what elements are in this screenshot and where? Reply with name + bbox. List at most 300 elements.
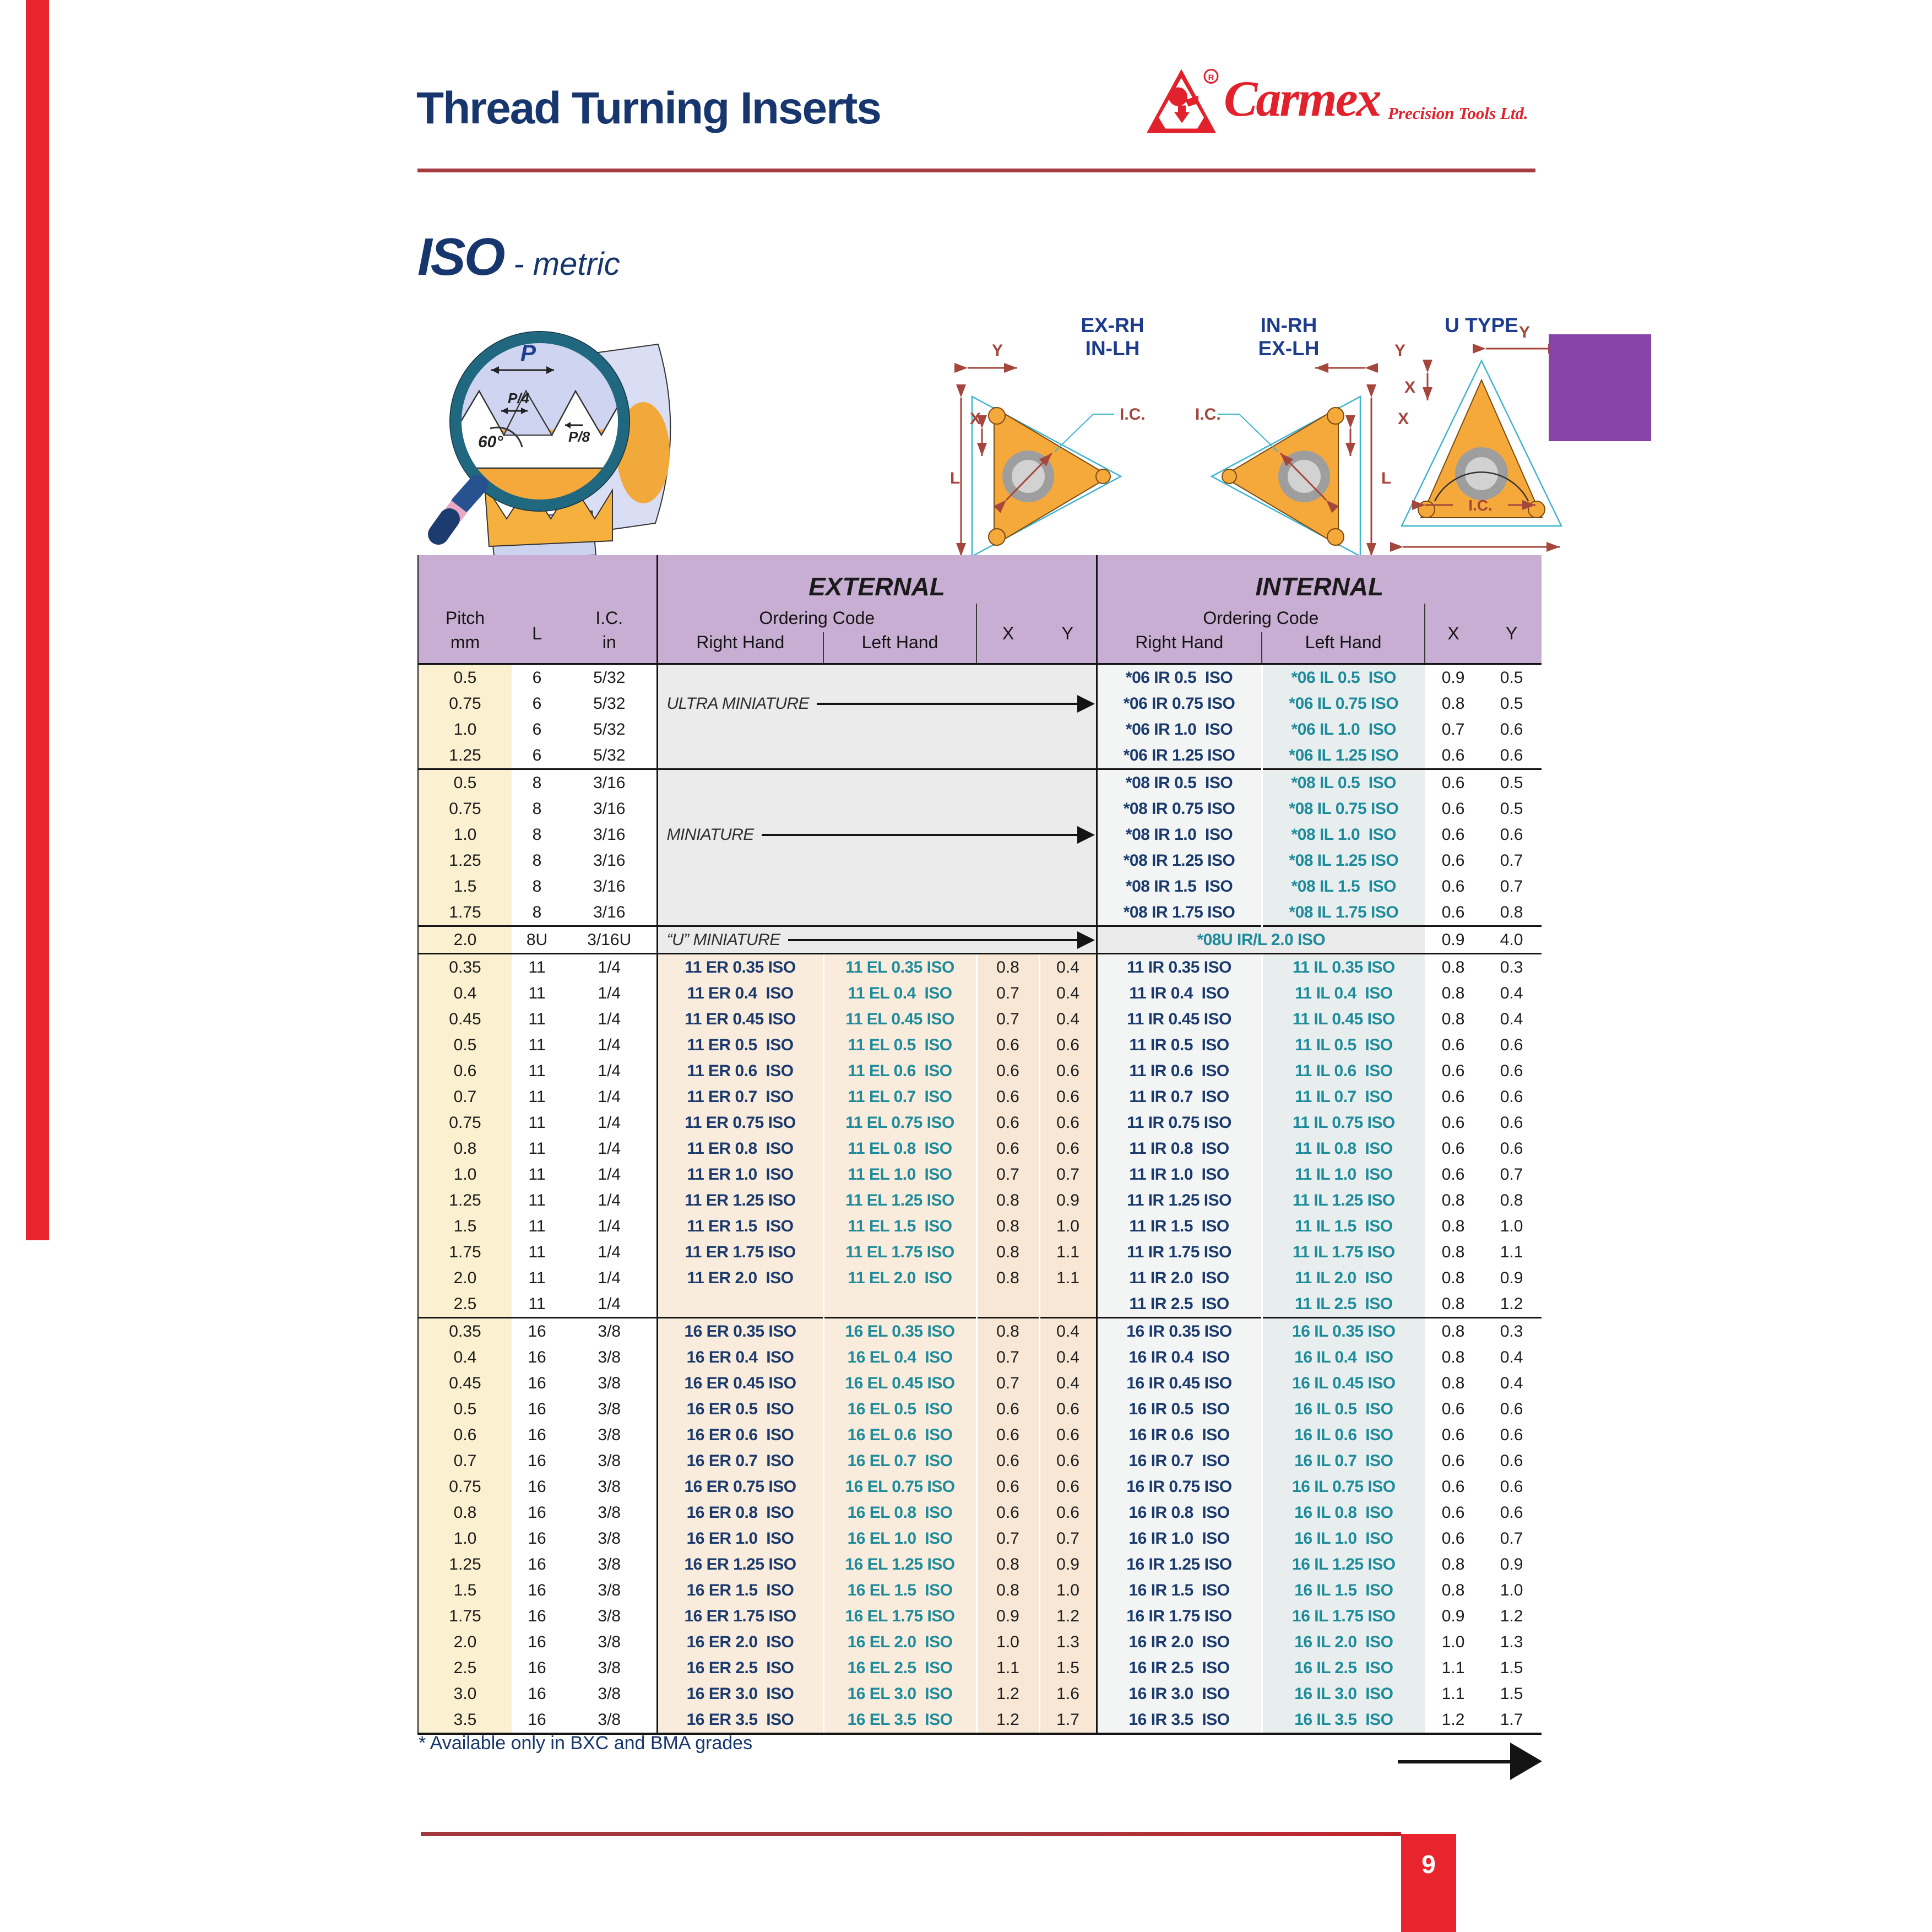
ic-cell: 3/8	[598, 1685, 621, 1703]
int-y-value: 0.6	[1500, 826, 1523, 844]
ext-lh-code: 11 EL 0.4 ISO	[823, 980, 976, 1006]
insert-table	[417, 555, 1542, 1735]
ic-cell: 1/4	[598, 1243, 621, 1261]
table-row	[418, 1239, 1542, 1265]
pitch-cell: 1.25	[418, 1551, 512, 1577]
ext-x-value: 0.6	[976, 1136, 1039, 1162]
table-row	[418, 742, 1542, 769]
ext-lh-code: 11 EL 0.75 ISO	[823, 1110, 976, 1136]
table-row	[418, 822, 1542, 848]
pitch-cell: 1.25	[418, 848, 512, 873]
l-cell: 11	[528, 1062, 546, 1080]
int-lh-code: 11 IL 0.35 ISO	[1262, 954, 1425, 981]
ext-rh-code: 16 ER 0.8 ISO	[657, 1500, 823, 1526]
ext-y-value: 1.1	[1039, 1239, 1097, 1265]
table-row	[418, 1032, 1542, 1058]
ext-rh-code: 11 ER 1.25 ISO	[657, 1187, 823, 1213]
table-row	[418, 1655, 1542, 1681]
ext-lh-code	[823, 1291, 976, 1318]
int-rh-code: *08 IR 0.5 ISO	[1097, 769, 1262, 796]
int-lh-code: 11 IL 1.25 ISO	[1262, 1187, 1425, 1213]
table-row	[418, 1136, 1542, 1162]
pitch-cell: 1.0	[418, 1526, 512, 1551]
pitch-cell: 0.35	[418, 1318, 512, 1345]
int-x-value: 0.6	[1441, 903, 1465, 921]
int-y-value: 0.8	[1500, 903, 1523, 921]
ext-x-value: 0.7	[976, 1006, 1039, 1032]
l-cell: 16	[512, 1318, 562, 1345]
int-x-value: 0.6	[1441, 1139, 1465, 1158]
ext-rh-code: 16 ER 1.25 ISO	[657, 1551, 823, 1577]
int-x-value: 0.8	[1441, 1348, 1465, 1366]
int-y-value: 0.6	[1500, 1062, 1523, 1080]
pitch-cell: 1.0	[418, 822, 512, 848]
ext-y-value: 1.1	[1039, 1265, 1097, 1291]
ext-x-value: 0.8	[976, 1577, 1039, 1603]
int-rh-code: 11 IR 0.75 ISO	[1097, 1110, 1262, 1136]
ext-rh-code: 16 ER 3.0 ISO	[657, 1681, 823, 1707]
ext-section-label-cell	[657, 769, 1097, 796]
table-row	[418, 1291, 1542, 1318]
l-cell: 11	[528, 1243, 546, 1261]
ic-cell: 3/8	[598, 1504, 621, 1522]
ext-lh-code: 11 EL 1.75 ISO	[823, 1239, 976, 1265]
pitch-cell: 0.8	[418, 1500, 512, 1526]
ext-y-value: 1.0	[1039, 1213, 1097, 1239]
pitch-cell: 3.0	[418, 1681, 512, 1707]
ext-y-value: 0.6	[1039, 1448, 1097, 1474]
int-rh-code: 16 IR 0.6 ISO	[1097, 1422, 1262, 1448]
l-cell: 6	[532, 720, 542, 739]
pitch-cell: 0.35	[418, 954, 512, 981]
ext-section-label-cell	[657, 848, 1097, 873]
int-rh-code: 16 IR 0.5 ISO	[1097, 1396, 1262, 1422]
int-lh-code: *06 IL 0.75 ISO	[1262, 691, 1425, 717]
int-x-value: 0.9	[1425, 926, 1481, 954]
ext-y-value: 0.6	[1039, 1032, 1097, 1058]
ext-y-value: 1.7	[1039, 1707, 1097, 1734]
ic-cell: 1/4	[598, 1295, 621, 1313]
ext-rh-code: 11 ER 2.0 ISO	[657, 1265, 823, 1291]
ext-y-value: 0.4	[1039, 1318, 1097, 1345]
int-lh-code: 11 IL 0.7 ISO	[1262, 1084, 1425, 1110]
col-header-ext-ordering: Ordering Code	[657, 604, 976, 632]
int-x-value: 0.6	[1441, 1452, 1465, 1470]
ic-cell: 1/4	[598, 1269, 621, 1287]
int-y-value: 0.7	[1500, 851, 1523, 870]
int-x-value: 0.8	[1441, 694, 1465, 713]
int-y-value: 0.3	[1481, 1318, 1542, 1345]
ext-x-value: 0.6	[976, 1058, 1039, 1084]
l-cell: 16	[528, 1400, 546, 1418]
int-x-value: 0.6	[1441, 800, 1465, 818]
page-number: 9	[1401, 1834, 1456, 1932]
int-rh-code: *06 IR 0.75 ISO	[1097, 691, 1262, 717]
ext-x-value: 0.7	[976, 1162, 1039, 1187]
pitch-cell: 2.0	[418, 1629, 512, 1655]
l-cell: 11	[528, 1036, 546, 1054]
table-row	[418, 1707, 1542, 1734]
l-cell: 11	[528, 1217, 546, 1235]
int-y-value: 0.6	[1500, 1114, 1523, 1132]
l-cell: 16	[528, 1555, 546, 1573]
int-y-value: 0.8	[1500, 1191, 1523, 1209]
ic-cell: 3/16U	[562, 926, 657, 954]
ext-y-value: 0.9	[1039, 1551, 1097, 1577]
ext-section-label-cell	[657, 664, 1097, 691]
ext-section-label-cell	[657, 796, 1097, 822]
label-arrow-icon	[788, 939, 1077, 941]
int-x-value: 0.9	[1425, 664, 1481, 691]
int-rh-code: 11 IR 1.25 ISO	[1097, 1187, 1262, 1213]
col-header-internal: INTERNAL	[1097, 555, 1542, 604]
col-header-ext-x: X	[976, 604, 1039, 664]
int-y-value: 0.5	[1481, 769, 1542, 796]
int-rh-code: 11 IR 1.75 ISO	[1097, 1239, 1262, 1265]
int-lh-code: 16 IL 0.45 ISO	[1262, 1370, 1425, 1396]
int-x-value: 1.1	[1441, 1659, 1465, 1677]
l-cell: 11	[528, 1269, 546, 1287]
ext-y-value: 0.6	[1039, 1084, 1097, 1110]
chapter-tab	[1549, 334, 1651, 441]
col-header-external: EXTERNAL	[657, 555, 1097, 604]
table-row	[418, 796, 1542, 822]
l-cell: 8	[512, 769, 562, 796]
int-y-value: 0.4	[1500, 1010, 1523, 1028]
table-row	[418, 1006, 1542, 1032]
ic-cell: 1/4	[598, 1114, 621, 1132]
table-row	[418, 899, 1542, 926]
ext-rh-code: 16 ER 2.0 ISO	[657, 1629, 823, 1655]
svg-text:X: X	[1404, 378, 1416, 397]
brand-suffix: Precision Tools Ltd.	[1388, 104, 1528, 123]
ext-x-value: 0.6	[976, 1500, 1039, 1526]
int-lh-code: 16 IL 0.35 ISO	[1262, 1318, 1425, 1345]
pitch-cell: 0.8	[418, 1136, 512, 1162]
pitch-cell: 2.0	[418, 1265, 512, 1291]
ext-rh-code: 16 ER 0.6 ISO	[657, 1422, 823, 1448]
label-arrow-icon	[762, 834, 1077, 836]
ic-cell: 5/32	[593, 746, 626, 764]
l-cell: 16	[528, 1633, 546, 1651]
table-row	[418, 1551, 1542, 1577]
int-lh-code: 11 IL 1.75 ISO	[1262, 1239, 1425, 1265]
int-lh-code: 16 IL 1.75 ISO	[1262, 1603, 1425, 1629]
pitch-cell: 3.5	[418, 1707, 512, 1734]
int-y-value: 1.5	[1500, 1659, 1523, 1677]
ext-rh-code: 11 ER 0.45 ISO	[657, 1006, 823, 1032]
pitch-cell: 0.75	[418, 1110, 512, 1136]
svg-text:X: X	[1398, 410, 1409, 428]
int-lh-code: 16 IL 1.0 ISO	[1262, 1526, 1425, 1551]
insert-dimension-diagrams	[925, 306, 1581, 559]
section-heading	[417, 227, 620, 287]
table-row	[418, 1526, 1542, 1551]
l-cell: 8	[532, 851, 542, 870]
ext-x-value: 1.1	[976, 1655, 1039, 1681]
pitch-cell: 1.0	[418, 717, 512, 742]
int-y-value: 1.5	[1500, 1685, 1523, 1703]
ext-y-value: 0.6	[1039, 1500, 1097, 1526]
int-x-value: 0.6	[1441, 1165, 1465, 1184]
int-lh-code: 16 IL 1.25 ISO	[1262, 1551, 1425, 1577]
l-cell: 6	[532, 746, 542, 764]
int-y-value: 0.4	[1500, 984, 1523, 1002]
int-y-value: 0.4	[1500, 1374, 1523, 1392]
int-x-value: 0.8	[1441, 1374, 1465, 1392]
ext-rh-code: 16 ER 0.5 ISO	[657, 1396, 823, 1422]
svg-text:60°: 60°	[478, 433, 503, 451]
int-rh-code: *08 IR 1.0 ISO	[1097, 822, 1262, 848]
table-row	[418, 926, 1542, 954]
ic-cell: 3/8	[598, 1529, 621, 1548]
int-lh-code: 16 IL 3.0 ISO	[1262, 1681, 1425, 1707]
ext-y-value: 0.6	[1039, 1058, 1097, 1084]
ext-section-label-cell	[657, 717, 1097, 742]
ext-lh-code: 16 EL 1.5 ISO	[823, 1577, 976, 1603]
table-row	[418, 1603, 1542, 1629]
int-rh-code: 16 IR 1.75 ISO	[1097, 1603, 1262, 1629]
int-x-value: 0.8	[1441, 1010, 1465, 1028]
title-underline	[417, 169, 1535, 172]
l-cell: 16	[528, 1529, 546, 1548]
ext-rh-code: 16 ER 0.4 ISO	[657, 1344, 823, 1370]
ext-x-value: 0.8	[976, 954, 1039, 981]
int-y-value: 0.6	[1500, 1088, 1523, 1106]
svg-text:P/8: P/8	[568, 428, 590, 445]
col-header-ext-right: Right Hand	[657, 632, 823, 664]
ext-lh-code: 16 EL 0.75 ISO	[823, 1474, 976, 1500]
ext-x-value: 0.6	[976, 1448, 1039, 1474]
miniature-label: “U” MINIATURE	[666, 931, 780, 949]
int-y-value: 1.3	[1500, 1633, 1523, 1651]
table-row	[418, 769, 1542, 796]
table-row	[418, 848, 1542, 873]
ext-lh-code: 16 EL 0.8 ISO	[823, 1500, 976, 1526]
ic-cell: 1/4	[598, 1010, 621, 1028]
int-x-value: 0.6	[1441, 1426, 1465, 1444]
pitch-cell: 0.4	[418, 980, 512, 1006]
int-rh-code: 11 IR 0.35 ISO	[1097, 954, 1262, 981]
l-cell: 16	[528, 1348, 546, 1366]
carmex-triangle-logo-icon	[1147, 67, 1221, 138]
table-row	[418, 1370, 1542, 1396]
ext-lh-code: 16 EL 1.25 ISO	[823, 1551, 976, 1577]
int-rh-code: 11 IR 1.0 ISO	[1097, 1162, 1262, 1187]
ext-x-value	[976, 1291, 1039, 1318]
int-lh-code: 11 IL 2.5 ISO	[1262, 1291, 1425, 1318]
int-y-value: 0.6	[1500, 1426, 1523, 1444]
section-title: ISO	[417, 227, 504, 286]
int-rh-code: 16 IR 0.7 ISO	[1097, 1448, 1262, 1474]
l-cell: 16	[528, 1504, 546, 1522]
ic-cell: 3/8	[598, 1555, 621, 1573]
table-row	[418, 1084, 1542, 1110]
int-x-value: 0.6	[1441, 1114, 1465, 1132]
ext-section-label-cell	[657, 742, 1097, 769]
ext-y-value: 0.7	[1039, 1526, 1097, 1551]
int-lh-code: 11 IL 0.45 ISO	[1262, 1006, 1425, 1032]
ext-y-value: 0.9	[1039, 1187, 1097, 1213]
l-cell: 16	[528, 1659, 546, 1677]
svg-text:Y: Y	[1519, 323, 1531, 341]
table-row	[418, 1577, 1542, 1603]
ext-rh-code: 16 ER 1.5 ISO	[657, 1577, 823, 1603]
table-row	[418, 1448, 1542, 1474]
table-row	[418, 1318, 1542, 1345]
int-lh-code: *08 IL 1.75 ISO	[1262, 899, 1425, 926]
int-x-value: 0.8	[1441, 1555, 1465, 1573]
int-x-value: 0.8	[1441, 1295, 1465, 1313]
int-lh-code: 16 IL 1.5 ISO	[1262, 1577, 1425, 1603]
ext-x-value: 1.2	[976, 1707, 1039, 1734]
int-lh-code: 16 IL 0.7 ISO	[1262, 1448, 1425, 1474]
int-rh-code: 16 IR 2.0 ISO	[1097, 1629, 1262, 1655]
section-subtitle: - metric	[513, 246, 620, 282]
int-x-value: 0.6	[1441, 1088, 1465, 1106]
int-rh-code: 16 IR 0.35 ISO	[1097, 1318, 1262, 1345]
ext-x-value: 0.8	[976, 1187, 1039, 1213]
int-y-value: 0.6	[1500, 1504, 1523, 1522]
l-cell: 11	[528, 1139, 546, 1158]
thread-profile-magnifier-illustration	[408, 303, 705, 562]
ext-rh-code: 11 ER 1.0 ISO	[657, 1162, 823, 1187]
int-x-value: 1.0	[1441, 1633, 1465, 1651]
ext-x-value: 0.8	[976, 1551, 1039, 1577]
ic-cell: 3/8	[598, 1581, 621, 1599]
header-spacer	[418, 555, 657, 604]
int-lh-code: 16 IL 0.75 ISO	[1262, 1474, 1425, 1500]
ext-rh-code: 16 ER 2.5 ISO	[657, 1655, 823, 1681]
int-rh-code: *08 IR 1.75 ISO	[1097, 899, 1262, 926]
ext-lh-code: 16 EL 0.5 ISO	[823, 1396, 976, 1422]
int-y-value: 0.9	[1500, 1555, 1523, 1573]
int-lh-code: 16 IL 0.8 ISO	[1262, 1500, 1425, 1526]
ext-lh-code: 16 EL 0.35 ISO	[823, 1318, 976, 1345]
table-row	[418, 691, 1542, 717]
ext-lh-code: 11 EL 0.5 ISO	[823, 1032, 976, 1058]
col-header-ext-left: Left Hand	[823, 632, 976, 664]
ext-rh-code: 16 ER 0.35 ISO	[657, 1318, 823, 1345]
svg-text:IN-RH: IN-RH	[1260, 314, 1317, 337]
ic-cell: 3/8	[598, 1659, 621, 1677]
svg-text:L: L	[1381, 469, 1392, 487]
col-header-l: L	[512, 604, 562, 664]
ext-x-value: 0.7	[976, 1344, 1039, 1370]
l-cell: 8	[532, 800, 542, 818]
next-page-arrowhead-icon	[1510, 1743, 1542, 1780]
ext-y-value: 0.6	[1039, 1474, 1097, 1500]
ext-y-value: 1.2	[1039, 1603, 1097, 1629]
ext-y-value: 1.0	[1039, 1577, 1097, 1603]
ext-lh-code: 11 EL 0.8 ISO	[823, 1136, 976, 1162]
pitch-cell: 1.75	[418, 1603, 512, 1629]
int-rh-code: 11 IR 0.7 ISO	[1097, 1084, 1262, 1110]
int-lh-code: 16 IL 0.6 ISO	[1262, 1422, 1425, 1448]
ic-cell: 3/8	[562, 1707, 657, 1734]
pitch-cell: 0.5	[418, 664, 512, 691]
int-rh-code: 16 IR 0.4 ISO	[1097, 1344, 1262, 1370]
int-x-value: 0.6	[1441, 1400, 1465, 1418]
table-row	[418, 1213, 1542, 1239]
int-x-value: 0.9	[1441, 1607, 1465, 1625]
ic-cell: 5/32	[593, 720, 626, 739]
int-y-value: 1.7	[1481, 1707, 1542, 1734]
ext-y-value: 0.7	[1039, 1162, 1097, 1187]
svg-text:Y: Y	[992, 341, 1003, 360]
int-y-value: 1.0	[1500, 1217, 1523, 1235]
int-lh-code: 11 IL 0.75 ISO	[1262, 1110, 1425, 1136]
ic-cell: 3/8	[598, 1374, 621, 1392]
pitch-cell: 1.75	[418, 899, 512, 926]
ext-section-label-cell	[657, 822, 1097, 848]
col-header-int-ordering: Ordering Code	[1097, 604, 1425, 632]
int-y-value: 0.6	[1500, 1036, 1523, 1054]
table-row	[418, 1058, 1542, 1084]
ic-cell: 1/4	[598, 984, 621, 1002]
int-x-value: 0.6	[1425, 769, 1481, 796]
l-cell: 8	[532, 903, 542, 921]
ic-cell: 3/8	[562, 1318, 657, 1345]
label-arrow-icon	[817, 703, 1077, 705]
left-edge-stripe	[26, 0, 49, 1240]
table-row	[418, 1422, 1542, 1448]
int-y-value: 1.0	[1500, 1581, 1523, 1599]
table-row	[418, 1500, 1542, 1526]
int-lh-code: *08 IL 1.0 ISO	[1262, 822, 1425, 848]
pitch-cell: 2.5	[418, 1291, 512, 1318]
ext-x-value: 0.9	[976, 1603, 1039, 1629]
ext-rh-code: 16 ER 0.75 ISO	[657, 1474, 823, 1500]
pitch-cell: 0.4	[418, 1344, 512, 1370]
int-lh-code: *06 IL 1.25 ISO	[1262, 742, 1425, 769]
ext-x-value: 0.6	[976, 1084, 1039, 1110]
ic-cell: 3/8	[598, 1426, 621, 1444]
ic-cell: 5/32	[593, 694, 626, 713]
int-x-value: 0.8	[1425, 954, 1481, 981]
ic-cell: 3/16	[562, 769, 657, 796]
int-rh-code: 11 IR 1.5 ISO	[1097, 1213, 1262, 1239]
footer-rule	[421, 1832, 1401, 1836]
col-header-int-left: Left Hand	[1262, 632, 1425, 664]
ext-lh-code: 16 EL 3.0 ISO	[823, 1681, 976, 1707]
ic-cell: 1/4	[598, 1165, 621, 1184]
table-header	[418, 555, 1542, 664]
ext-rh-code	[657, 1291, 823, 1318]
ext-rh-code: 16 ER 1.75 ISO	[657, 1603, 823, 1629]
int-y-value: 0.7	[1500, 877, 1523, 896]
int-y-value: 1.2	[1500, 1295, 1523, 1313]
int-lh-code: 16 IL 3.5 ISO	[1262, 1707, 1425, 1734]
int-rh-code: 16 IR 0.75 ISO	[1097, 1474, 1262, 1500]
ext-lh-code: 16 EL 0.7 ISO	[823, 1448, 976, 1474]
ext-y-value: 0.4	[1039, 954, 1097, 981]
pitch-cell: 0.5	[418, 1396, 512, 1422]
svg-text:EX-RH: EX-RH	[1081, 314, 1144, 337]
int-lh-code: 11 IL 1.0 ISO	[1262, 1162, 1425, 1187]
int-rh-code: 11 IR 0.6 ISO	[1097, 1058, 1262, 1084]
svg-text:L: L	[950, 469, 960, 487]
pitch-cell: 0.6	[418, 1422, 512, 1448]
table-row	[418, 1344, 1542, 1370]
ext-lh-code: 16 EL 1.0 ISO	[823, 1526, 976, 1551]
table-row	[418, 1110, 1542, 1136]
ext-lh-code: 16 EL 3.5 ISO	[823, 1707, 976, 1734]
int-y-value: 0.6	[1500, 1478, 1523, 1496]
ic-cell: 1/4	[598, 1191, 621, 1209]
ext-lh-code: 11 EL 1.5 ISO	[823, 1213, 976, 1239]
l-cell: 11	[528, 1114, 546, 1132]
